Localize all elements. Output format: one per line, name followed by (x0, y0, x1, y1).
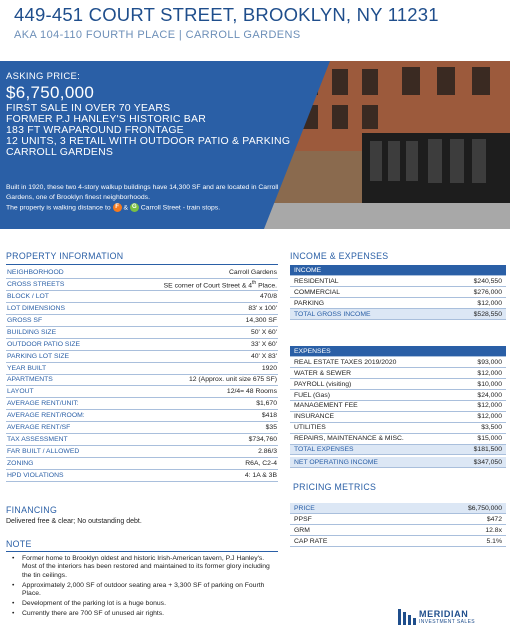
row-label: PPSF (290, 514, 397, 525)
list-item (10, 610, 280, 618)
asking-price-label: ASKING PRICE: (6, 71, 81, 82)
transit-text-pre: The property is walking distance to (6, 204, 111, 212)
description-text: Built in 1920, these two 4-story walkup buildings have 14,300 SF and are located in Carroll Gardens, one of Brooklyn finest neighborhoods. (6, 184, 279, 201)
table-row (6, 350, 278, 362)
table-row (290, 357, 506, 368)
highlight-line: 183 FT WRAPAROUND FRONTAGE (6, 124, 184, 136)
meridian-logo (398, 606, 502, 628)
noi-value: $347,050 (445, 457, 506, 468)
row-value: 5.1% (397, 536, 506, 547)
property-info-rule (6, 264, 278, 265)
row-value: $240,550 (441, 276, 506, 287)
row-label: AVERAGE RENT/SF (6, 422, 117, 434)
row-label: INCOME (290, 265, 506, 276)
row-value: $734,760 (117, 433, 278, 445)
table-row (6, 398, 278, 410)
row-value: 83' x 100' (117, 303, 278, 315)
note-text: Approximately 2,000 SF of outdoor seating area + 3,300 SF of parking on Fourth Place. (22, 581, 265, 598)
row-value: $181,500 (455, 444, 506, 455)
row-label: LOT DIMENSIONS (6, 303, 117, 315)
row-value: 4: 1A & 3B (117, 469, 278, 481)
page-subtitle: AKA 104-110 FOURTH PLACE | CARROLL GARDENS (14, 29, 301, 41)
row-value: $472 (397, 514, 506, 525)
bullet-icon: • (12, 555, 15, 562)
row-value: 2.86/3 (117, 445, 278, 457)
row-label: BUILDING SIZE (6, 326, 117, 338)
row-value: 1920 (117, 362, 278, 374)
expenses-table (290, 346, 506, 455)
transit-text-post: Carroll Street - train stops. (140, 204, 221, 212)
logo-subtitle: INVESTMENT SALES (419, 619, 476, 625)
row-label: CAP RATE (290, 536, 397, 547)
table-row (6, 338, 278, 350)
table-row (6, 303, 278, 315)
noi-table (290, 457, 506, 468)
g-train-icon: G (130, 203, 139, 212)
row-value: $528,550 (441, 309, 506, 320)
row-label: REPAIRS, MAINTENANCE & MISC. (290, 433, 455, 444)
row-label: FAR BUILT / ALLOWED (6, 445, 117, 457)
table-row (6, 267, 278, 279)
f-train-icon: F (113, 203, 122, 212)
row-label: AVERAGE RENT/UNIT: (6, 398, 117, 410)
table-row (290, 390, 506, 401)
row-value: 50' X 60' (117, 326, 278, 338)
table-row (290, 379, 506, 390)
asking-price: $6,750,000 (6, 83, 95, 102)
meridian-logo-icon (398, 609, 416, 625)
page-title: 449-451 COURT STREET, BROOKLYN, NY 11231 (14, 4, 439, 25)
table-row (6, 433, 278, 445)
table-row (290, 298, 506, 309)
highlight-line: FORMER P.J HANLEY'S HISTORIC BAR (6, 113, 206, 125)
row-label: GRM (290, 525, 397, 536)
row-label: PARKING (290, 298, 441, 309)
property-info-title: PROPERTY INFORMATION (6, 251, 124, 261)
hero-banner (0, 61, 510, 229)
row-label: PARKING LOT SIZE (6, 350, 117, 362)
expenses-header-row (290, 346, 506, 357)
income-table (290, 265, 506, 320)
row-value: 33' X 60' (117, 338, 278, 350)
table-row (6, 291, 278, 303)
row-label: INSURANCE (290, 411, 455, 422)
row-value: R6A, C2-4 (117, 457, 278, 469)
table-row (6, 386, 278, 398)
row-value: $418 (117, 410, 278, 422)
row-value: $276,000 (441, 287, 506, 298)
asking-price-block (6, 71, 290, 158)
table-row (290, 276, 506, 287)
bullet-icon: • (12, 609, 15, 617)
row-label: GROSS SF (6, 315, 117, 327)
transit-line (6, 203, 306, 213)
row-label: TOTAL GROSS INCOME (290, 309, 441, 320)
row-value: $1,670 (117, 398, 278, 410)
noi-label: NET OPERATING INCOME (290, 457, 445, 468)
total-income-row (290, 309, 506, 320)
row-label: HPD VIOLATIONS (6, 469, 117, 481)
table-row (6, 362, 278, 374)
pricing-table (290, 503, 506, 547)
total-expenses-row (290, 444, 506, 455)
highlight-line: 12 UNITS, 3 RETAIL WITH OUTDOOR PATIO & PARKING (6, 135, 291, 147)
row-value: $12,000 (455, 400, 506, 411)
row-label: YEAR BUILT (6, 362, 117, 374)
note-title: NOTE (6, 539, 32, 549)
row-label: APARTMENTS (6, 374, 117, 386)
row-value: $93,000 (455, 357, 506, 368)
table-row (6, 469, 278, 481)
table-row (6, 422, 278, 434)
row-label: BLOCK / LOT (6, 291, 117, 303)
row-value: $24,000 (455, 390, 506, 401)
row-label: TAX ASSESSMENT (6, 433, 117, 445)
row-value: SE corner of Court Street & 4th Place. (117, 279, 278, 291)
list-item (10, 600, 280, 608)
table-row (290, 400, 506, 411)
table-row (6, 457, 278, 469)
financing-text: Delivered free & clear; No outstanding debt. (6, 518, 142, 525)
table-row (290, 422, 506, 433)
row-value: 12/4= 48 Rooms (117, 386, 278, 398)
row-label: WATER & SEWER (290, 368, 455, 379)
financing-title: FINANCING (6, 505, 58, 515)
row-label: EXPENSES (290, 346, 506, 357)
row-label: COMMERCIAL (290, 287, 441, 298)
row-label: FUEL (Gas) (290, 390, 455, 401)
header (0, 0, 510, 56)
table-row (6, 410, 278, 422)
row-label: UTILITIES (290, 422, 455, 433)
table-row (290, 514, 506, 525)
row-value: $6,750,000 (397, 503, 506, 514)
table-row (290, 368, 506, 379)
table-row (290, 536, 506, 547)
income-expenses-title: INCOME & EXPENSES (290, 251, 389, 261)
table-row (6, 315, 278, 327)
table-row (290, 503, 506, 514)
bullet-icon: • (12, 581, 15, 589)
train-amp: & (123, 204, 128, 212)
row-value: 40' X 83' (117, 350, 278, 362)
table-row (290, 433, 506, 444)
note-text: Currently there are 700 SF of unused air rights. (22, 609, 165, 617)
row-value: $12,000 (455, 411, 506, 422)
row-value: $3,500 (455, 422, 506, 433)
property-info-table (6, 267, 278, 482)
list-item (10, 555, 280, 580)
table-row (290, 411, 506, 422)
row-value: $12,000 (455, 368, 506, 379)
list-item (10, 582, 280, 599)
row-value: $35 (117, 422, 278, 434)
row-label: CROSS STREETS (6, 279, 117, 291)
row-label: AVERAGE RENT/ROOM: (6, 410, 117, 422)
row-value: $12,000 (441, 298, 506, 309)
table-row (290, 525, 506, 536)
row-value: $15,000 (455, 433, 506, 444)
table-row (6, 374, 278, 386)
bullet-icon: • (12, 600, 15, 608)
row-label: REAL ESTATE TAXES 2019/2020 (290, 357, 455, 368)
row-label: PAYROLL (visiting) (290, 379, 455, 390)
noi-row (290, 457, 506, 468)
table-row (6, 326, 278, 338)
row-value: Carroll Gardens (117, 267, 278, 279)
row-label: NEIGHBORHOOD (6, 267, 117, 279)
row-label: TOTAL EXPENSES (290, 444, 455, 455)
row-label: ZONING (6, 457, 117, 469)
row-label: LAYOUT (6, 386, 117, 398)
row-label: MANAGEMENT FEE (290, 400, 455, 411)
row-value: 12 (Approx. unit size 675 SF) (117, 374, 278, 386)
row-value: $10,000 (455, 379, 506, 390)
note-rule (6, 551, 278, 552)
table-row (6, 445, 278, 457)
note-text: Former home to Brooklyn oldest and historic Irish-American tavern, P.J Hanley's. Most of the interiors has been restored and maintained to its former glory including the tin ceilings. (22, 555, 270, 579)
table-row (6, 279, 278, 291)
table-row (290, 287, 506, 298)
note-text: Development of the parking lot is a huge bonus. (22, 600, 166, 608)
income-header-row (290, 265, 506, 276)
row-value: 14,300 SF (117, 315, 278, 327)
highlight-line: FIRST SALE IN OVER 70 YEARS (6, 102, 171, 114)
row-value: 12.8x (397, 525, 506, 536)
highlight-line: CARROLL GARDENS (6, 146, 114, 158)
pricing-metrics-title: PRICING METRICS (293, 482, 377, 492)
row-label: OUTDOOR PATIO SIZE (6, 338, 117, 350)
logo-name: MERIDIAN (419, 609, 469, 619)
note-list (10, 555, 280, 620)
row-value: 470/8 (117, 291, 278, 303)
row-label: RESIDENTIAL (290, 276, 441, 287)
row-label: PRICE (290, 503, 397, 514)
hero-description (6, 183, 306, 213)
